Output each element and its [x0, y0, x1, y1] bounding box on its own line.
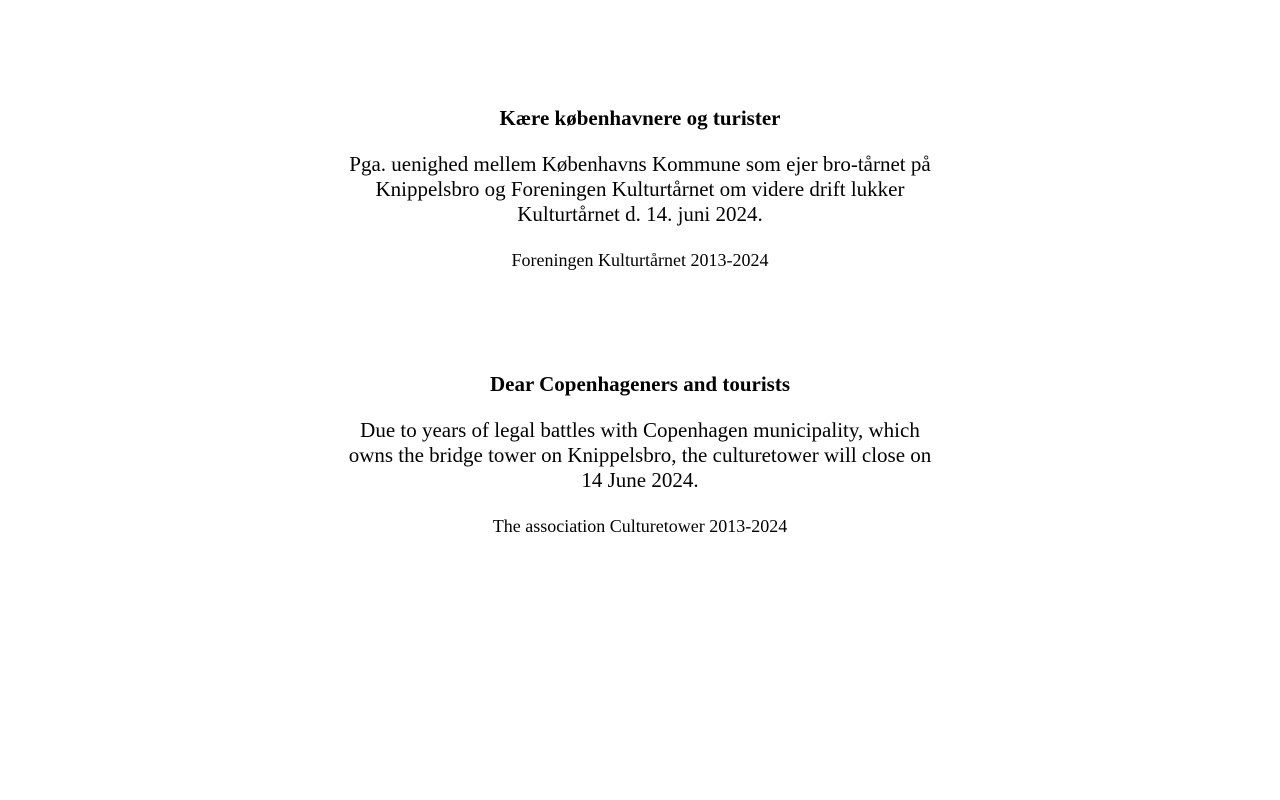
notice-heading-danish: Kære københavnere og turister [499, 106, 781, 130]
notice-signature-danish: Foreningen Kulturtårnet 2013-2024 [511, 250, 769, 270]
notice-english [0, 372, 1280, 539]
notice-body-line: owns the bridge tower on Knippelsbro, the culturetower will close on [348, 443, 932, 467]
notice-body-line: 14 June 2024. [581, 468, 699, 492]
notice-heading-english: Dear Copenhageners and tourists [489, 372, 791, 396]
notice-body-line: Pga. uenighed mellem Københavns Kommune som ejer bro-tårnet på [349, 152, 931, 176]
notice-body-line: Kulturtårnet d. 14. juni 2024. [517, 202, 763, 226]
notice-danish [0, 106, 1280, 273]
notice-body-line: Knippelsbro og Foreningen Kulturtårnet om videre drift lukker [375, 177, 905, 201]
notice-body-line: Due to years of legal battles with Copenhagen municipality, which [360, 418, 920, 442]
notice-body-danish [0, 152, 1280, 227]
notice-body-english [0, 418, 1280, 493]
notice-signature-english: The association Culturetower 2013-2024 [492, 516, 788, 536]
